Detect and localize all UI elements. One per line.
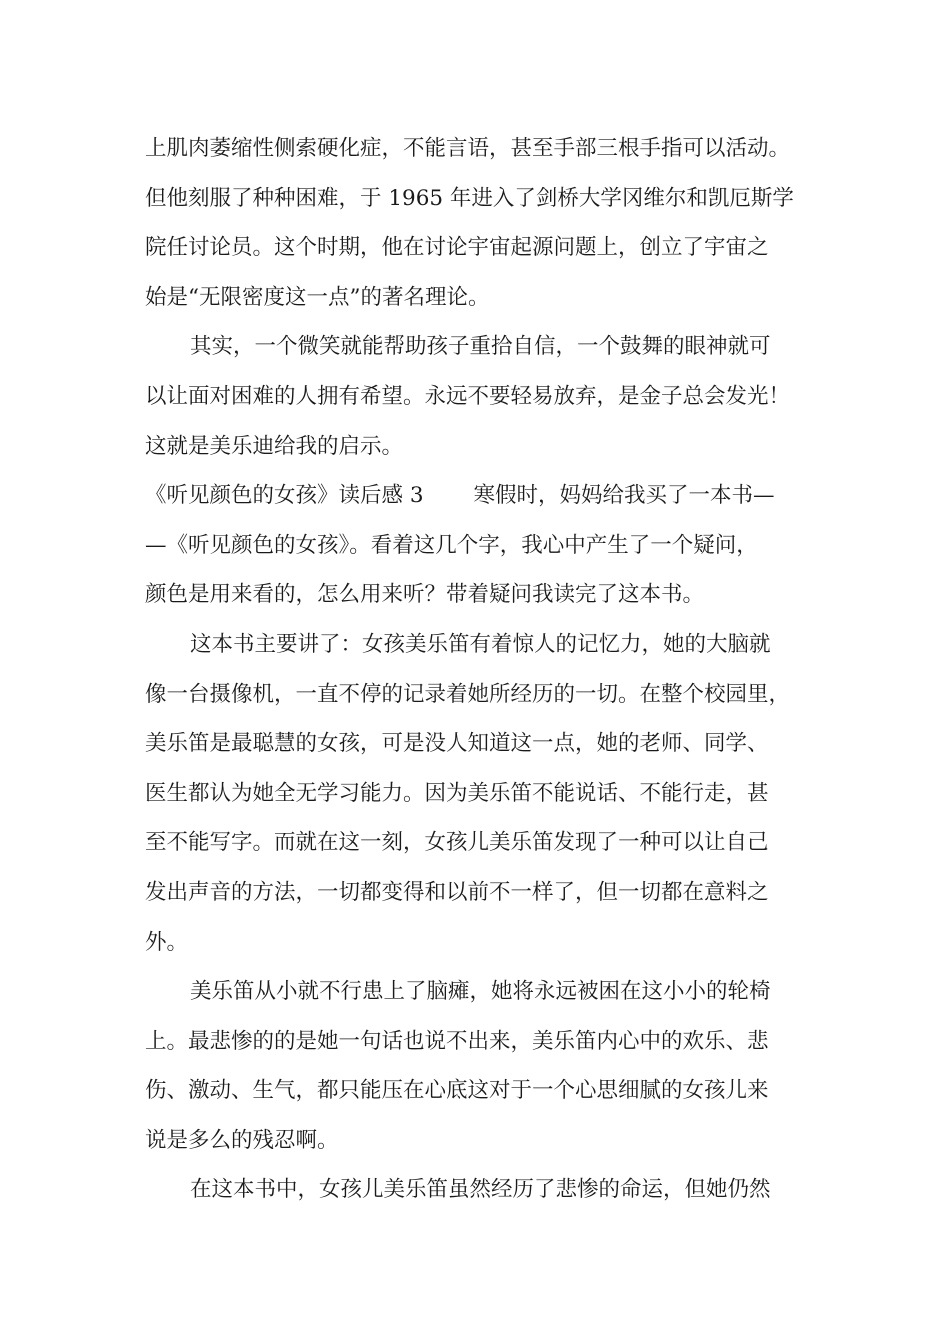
text-line: 这就是美乐迪给我的启示。 <box>145 433 404 459</box>
paragraph-start-line: 其实，一个微笑就能帮助孩子重拾自信，一个鼓舞的眼神就可 <box>190 334 771 360</box>
text-line: 外。 <box>145 929 189 955</box>
section-title-line <box>145 471 835 521</box>
text-line: 至不能写字。而就在这一刻，女孩儿美乐笛发现了一种可以让自己 <box>145 830 769 856</box>
text-line: 像一台摄像机，一直不停的记录着她所经历的一切。在整个校园里， <box>145 681 791 707</box>
text-line: 颜色是用来看的，怎么用来听？带着疑问我读完了这本书。 <box>145 582 705 608</box>
text-line: 美乐笛是最聪慧的女孩，可是没人知道这一点，她的老师、同学、 <box>145 731 769 757</box>
text-line: 院任讨论员。这个时期，他在讨论宇宙起源问题上，创立了宇宙之 <box>145 235 769 261</box>
text-line: 上。最悲惨的的是她一句话也说不出来，美乐笛内心中的欢乐、悲 <box>145 1028 769 1054</box>
text-line: 以让面对困难的人拥有希望。永远不要轻易放弃，是金子总会发光！ <box>145 383 791 409</box>
text-line: 寒假时，妈妈给我买了一本书— <box>473 483 775 509</box>
text-line: 医生都认为她全无学习能力。因为美乐笛不能说话、不能行走，甚 <box>145 780 769 806</box>
paragraph-start-line: 这本书主要讲了：女孩美乐笛有着惊人的记忆力，她的大脑就 <box>190 631 771 657</box>
text-line: 说是多么的残忍啊。 <box>145 1127 339 1153</box>
text-line: —《听见颜色的女孩》。看着这几个字，我心中产生了一个疑问， <box>145 532 758 558</box>
paragraph-start-line: 美乐笛从小就不行患上了脑瘫，她将永远被困在这小小的轮椅 <box>190 979 771 1005</box>
text-line: 始是“无限密度这一点”的著名理论。 <box>145 284 490 310</box>
paragraph-start-line: 在这本书中，女孩儿美乐笛虽然经历了悲惨的命运，但她仍然 <box>190 1177 771 1203</box>
body-text <box>145 124 835 1215</box>
section-title: 《听见颜色的女孩》读后感 3 <box>145 483 424 509</box>
text-line: 上肌肉萎缩性侧索硬化症，不能言语，甚至手部三根手指可以活动。 <box>145 136 791 161</box>
text-line: 但他刻服了种种困难，于 1965 年进入了剑桥大学冈维尔和凯厄斯学 <box>145 185 794 211</box>
text-line: 发出声音的方法，一切都变得和以前不一样了，但一切都在意料之 <box>145 879 769 905</box>
text-line: 伤、激动、生气，都只能压在心底这对于一个心思细腻的女孩儿来 <box>145 1078 769 1104</box>
